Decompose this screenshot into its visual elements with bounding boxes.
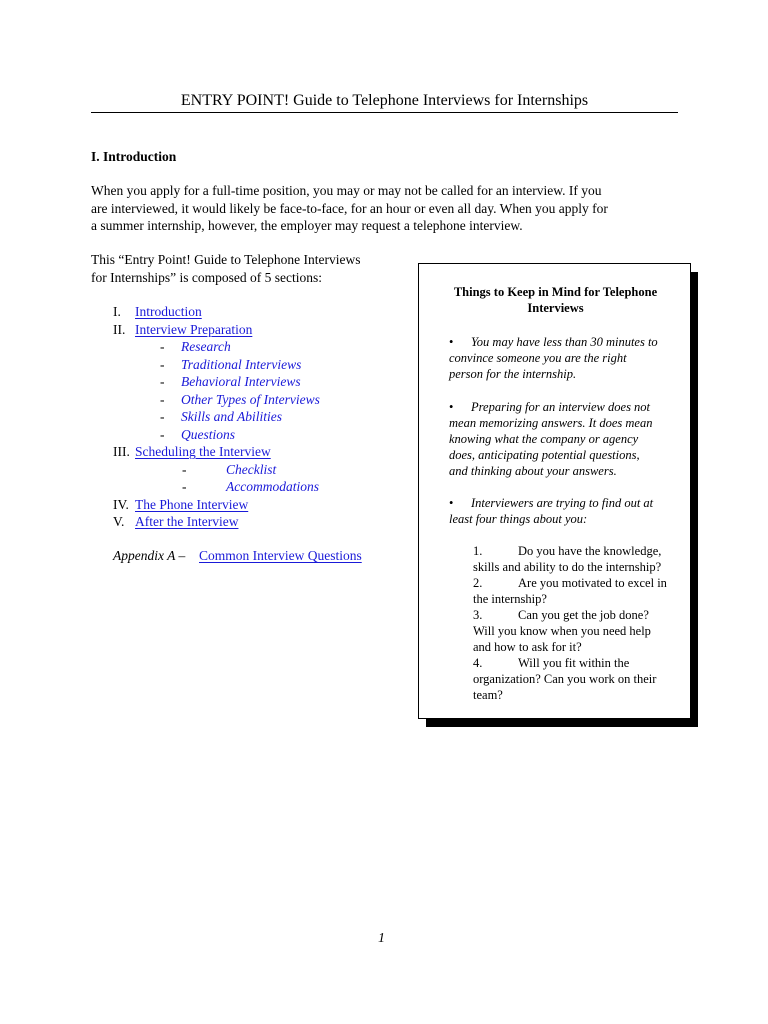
- toc-link-after-the-interview[interactable]: After the Interview: [135, 514, 239, 529]
- item-number: 3.: [473, 608, 483, 622]
- item-line: Can you get the job done?: [518, 608, 649, 622]
- list-dash: -: [182, 479, 187, 494]
- sidebar-title: [435, 284, 676, 316]
- sidebar-bullet: [449, 399, 684, 479]
- toc-link-interview-preparation[interactable]: Interview Preparation: [135, 321, 253, 337]
- tips-sidebar: [418, 263, 691, 719]
- bullet-line: least four things about you:: [449, 512, 588, 526]
- bullet-icon: •: [449, 335, 454, 349]
- sidebar-bullet: [449, 495, 684, 527]
- bullet-line: knowing what the company or agency: [449, 432, 639, 446]
- bullet-icon: •: [449, 400, 454, 414]
- document-title: ENTRY POINT! Guide to Telephone Interviews for Internships: [180, 92, 589, 109]
- list-dash: -: [160, 374, 165, 389]
- item-line: and how to ask for it?: [473, 640, 582, 654]
- toc-link-skills-and-abilities[interactable]: Skills and Abilities: [181, 409, 282, 424]
- bullet-line: and thinking about your answers.: [449, 464, 617, 478]
- toc-link-scheduling-the-interview[interactable]: Scheduling the Interview: [135, 444, 271, 459]
- numbered-item: [473, 543, 685, 575]
- title-divider: [91, 112, 678, 113]
- appendix-label: Appendix A –: [113, 548, 186, 563]
- item-line: the internship?: [473, 592, 547, 606]
- toc-link-behavioral-interviews[interactable]: Behavioral Interviews: [181, 374, 301, 389]
- toc-link-checklist[interactable]: Checklist: [226, 461, 277, 477]
- toc-link-the-phone-interview[interactable]: The Phone Interview: [135, 496, 249, 512]
- toc-number: III.: [113, 444, 130, 459]
- compose-line: for Internships” is composed of 5 sections:: [91, 269, 322, 285]
- section-heading-introduction: I. Introduction: [91, 149, 177, 164]
- bullet-line: Preparing for an interview does not: [471, 400, 651, 414]
- toc-link-other-types-of-interviews[interactable]: Other Types of Interviews: [181, 391, 320, 407]
- numbered-item: [473, 655, 685, 703]
- item-line: Will you know when you need help: [473, 624, 651, 638]
- intro-paragraph: [91, 182, 681, 235]
- list-dash: -: [182, 461, 187, 477]
- toc-link-research[interactable]: Research: [181, 339, 231, 354]
- bullet-icon: •: [449, 496, 454, 510]
- intro-line: When you apply for a full-time position, you may or may not be called for an interview. If you: [91, 183, 602, 198]
- toc-number: V.: [113, 514, 125, 529]
- list-dash: -: [160, 356, 165, 372]
- list-dash: -: [160, 426, 165, 442]
- item-number: 1.: [473, 544, 483, 558]
- bullet-line: Interviewers are trying to find out at: [471, 496, 654, 510]
- sidebar-title-line: Things to Keep in Mind for Telephone: [453, 285, 658, 299]
- toc-link-traditional-interviews[interactable]: Traditional Interviews: [181, 356, 302, 372]
- toc-link-common-interview-questions[interactable]: Common Interview Questions: [199, 548, 362, 563]
- list-dash: -: [160, 391, 165, 407]
- item-line: Do you have the knowledge,: [518, 544, 662, 558]
- item-line: skills and ability to do the internship?: [473, 560, 662, 574]
- bullet-line: person for the internship.: [449, 367, 577, 381]
- list-dash: -: [160, 339, 165, 354]
- bullet-line: does, anticipating potential questions,: [449, 448, 640, 462]
- item-number: 2.: [473, 576, 483, 590]
- item-number: 4.: [473, 656, 483, 670]
- item-line: team?: [473, 688, 503, 702]
- intro-line: a summer internship, however, the employer may request a telephone interview.: [91, 218, 523, 233]
- toc-number: I.: [113, 304, 121, 319]
- numbered-item: [473, 607, 685, 655]
- toc-link-accommodations[interactable]: Accommodations: [226, 479, 319, 494]
- compose-line: This “Entry Point! Guide to Telephone Interviews: [91, 252, 361, 267]
- toc-link-introduction[interactable]: Introduction: [135, 304, 202, 319]
- sidebar-title-line: Interviews: [527, 301, 584, 315]
- toc-link-questions[interactable]: Questions: [181, 426, 235, 442]
- page-number: 1: [378, 931, 385, 946]
- compose-paragraph: [91, 251, 411, 286]
- toc-number: IV.: [113, 496, 129, 512]
- bullet-line: mean memorizing answers. It does mean: [449, 416, 653, 430]
- intro-line: are interviewed, it would likely be face-to-face, for an hour or even all day. When you apply for: [91, 200, 608, 216]
- numbered-item: [473, 575, 685, 607]
- bullet-line: convince someone you are the right: [449, 351, 627, 365]
- item-line: Will you fit within the: [518, 656, 630, 670]
- toc-number: II.: [113, 321, 126, 337]
- bullet-line: You may have less than 30 minutes to: [471, 335, 658, 349]
- sidebar-bullet: [449, 334, 684, 382]
- item-line: organization? Can you work on their: [473, 672, 657, 686]
- list-dash: -: [160, 409, 165, 424]
- item-line: Are you motivated to excel in: [518, 576, 667, 590]
